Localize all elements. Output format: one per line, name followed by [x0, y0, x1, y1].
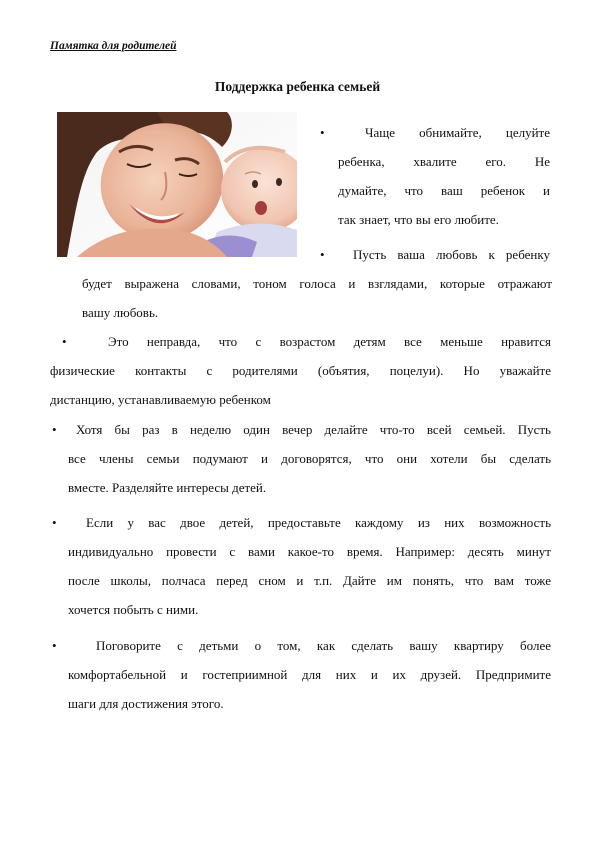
bullet-item-4-continuation	[68, 444, 551, 502]
bullet-item-5-continuation	[68, 537, 551, 624]
bullet-line: Если у вас двое детей, предоставьте каждому из них возможность	[86, 515, 551, 530]
bullet-line: будет выражена словами, тоном голоса и взглядами, которые отражают	[82, 276, 552, 291]
page-title: Поддержка ребенка семьей	[214, 79, 381, 94]
photo-illustration	[57, 112, 297, 257]
bullet-marker: •	[52, 515, 57, 530]
bullet-line: вместе. Разделяйте интересы детей.	[68, 480, 267, 495]
bullet-item-2-continuation	[82, 269, 552, 327]
bullet-line: ребенка, хвалите его. Не	[338, 154, 550, 169]
bullet-line: так знает, что вы его любите.	[338, 212, 499, 227]
bullet-item-3	[50, 327, 551, 414]
bullet-line: дистанцию, устанавливаемую ребенком	[50, 392, 271, 407]
bullet-item-6	[96, 631, 551, 660]
bullet-line: Это неправда, что с возрастом детям все меньше нравится	[108, 334, 551, 349]
bullet-marker: •	[320, 125, 325, 140]
bullet-marker: •	[52, 422, 57, 437]
bullet-item-5	[86, 508, 551, 537]
memo-header-label: Памятка для родителей	[50, 40, 177, 52]
bullet-line: вашу любовь.	[82, 305, 159, 320]
bullet-line: Пусть ваша любовь к ребенку	[353, 247, 550, 262]
bullet-line: думайте, что ваш ребенок и	[338, 183, 550, 198]
bullet-line: индивидуально провести с вами какое-то время. Например: десять минут	[68, 544, 551, 559]
bullet-item-2	[353, 240, 550, 269]
bullet-line: Поговорите с детьми о том, как сделать вашу квартиру более	[96, 638, 551, 653]
bullet-item-4	[76, 415, 551, 444]
mother-and-baby-photo	[57, 112, 297, 257]
bullet-line: Хотя бы раз в неделю один вечер делайте что-то всей семьей. Пусть	[76, 422, 551, 437]
bullet-marker: •	[52, 638, 57, 653]
bullet-line: после школы, полчаса перед сном и т.п. Дайте им понять, что вам тоже	[68, 573, 551, 588]
bullet-line: физические контакты с родителями (объятия, поцелуи). Но уважайте	[50, 363, 551, 378]
bullet-marker: •	[320, 247, 325, 262]
bullet-line: Чаще обнимайте, целуйте	[365, 125, 550, 140]
bullet-line: шаги для достижения этого.	[68, 696, 224, 711]
bullet-line: комфортабельной и гостеприимной для них и их друзей. Предпримите	[68, 667, 551, 682]
bullet-line: хочется побыть с ними.	[68, 602, 199, 617]
bullet-item-1	[338, 118, 550, 234]
bullet-item-6-continuation	[68, 660, 551, 718]
bullet-marker: •	[62, 334, 67, 349]
bullet-line: все члены семьи подумают и договорятся, что они хотели бы сделать	[68, 451, 551, 466]
